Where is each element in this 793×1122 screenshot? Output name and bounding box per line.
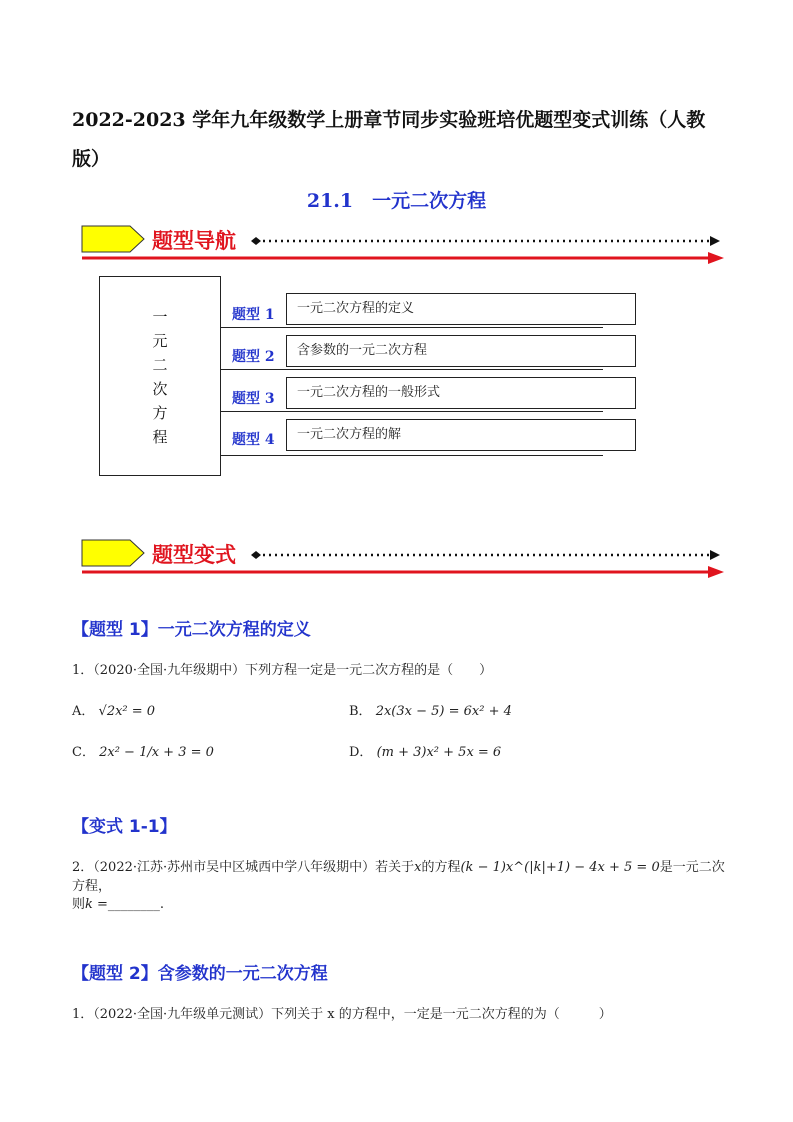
topic-box	[99, 276, 221, 476]
divider	[221, 369, 603, 370]
option-b-equation: 2x(3x − 5) = 6x² + 4	[375, 704, 512, 719]
answer-blank: ________	[107, 897, 160, 912]
option-d	[349, 741, 501, 760]
question-2-text-mid: 的方程	[421, 860, 461, 875]
question-1: 1．（2020·全国·九年级期中）下列方程一定是一元二次方程的是（ ）	[72, 663, 493, 678]
nav-item-parameter: 含参数的一元二次方程	[286, 335, 636, 367]
heading-type-1: 【题型 1】一元二次方程的定义	[72, 620, 311, 640]
banner-navigation	[80, 222, 730, 268]
option-a-equation: √2x² = 0	[98, 704, 156, 719]
heading-type-2: 【题型 2】含参数的一元二次方程	[72, 964, 328, 984]
question-2-end: .	[159, 897, 165, 912]
option-b-label: B．	[349, 704, 372, 719]
option-a-label: A．	[72, 704, 95, 719]
question-2-equation: (k − 1)x^(|k|+1) − 4x + 5 = 0	[460, 860, 660, 875]
option-d-equation: (m + 3)x² + 5x = 6	[376, 745, 502, 760]
option-b	[349, 700, 512, 719]
question-3: 1．（2022·全国·九年级单元测试）下列关于 x 的方程中，一定是一元二次方程的为（ ）	[72, 1007, 612, 1022]
banner-navigation-title: 题型导航	[152, 229, 236, 253]
question-2-line-2	[72, 893, 164, 912]
option-d-label: D．	[349, 745, 373, 760]
option-c-equation: 2x² − 1/x + 3 = 0	[99, 745, 214, 760]
section-title: 21.1 一元二次方程	[306, 190, 487, 212]
banner-variants-title: 题型变式	[152, 543, 236, 567]
question-2-k: k =	[85, 897, 108, 912]
nav-item-general-form: 一元二次方程的一般形式	[286, 377, 636, 409]
option-c-label: C．	[72, 745, 95, 760]
option-a	[72, 700, 155, 719]
nav-item-solution: 一元二次方程的解	[286, 419, 636, 451]
question-2-text-before: 2．（2022·江苏·苏州市吴中区城西中学八年级期中）若关于	[72, 860, 415, 875]
heading-variant-1-1: 【变式 1-1】	[72, 817, 177, 837]
question-2-variable: x	[414, 860, 422, 875]
nav-label-3: 题型 3	[232, 391, 275, 407]
divider	[221, 411, 603, 412]
nav-label-4: 题型 4	[232, 432, 275, 448]
option-c	[72, 741, 214, 760]
topic-box-label: 一 元 二 次 方 程	[152, 308, 168, 446]
nav-item-definition: 一元二次方程的定义	[286, 293, 636, 325]
question-2-text-after: 是一元二次方程，	[72, 860, 725, 894]
question-2-prefix: 则	[72, 897, 86, 912]
divider	[221, 327, 603, 328]
divider	[221, 455, 603, 456]
nav-label-1: 题型 1	[232, 307, 275, 323]
document-title: 2022-2023 学年九年级数学上册章节同步实验班培优题型变式训练（人教版）	[72, 109, 706, 170]
banner-variants	[80, 536, 730, 582]
nav-label-2: 题型 2	[232, 349, 275, 365]
question-2	[72, 856, 732, 894]
